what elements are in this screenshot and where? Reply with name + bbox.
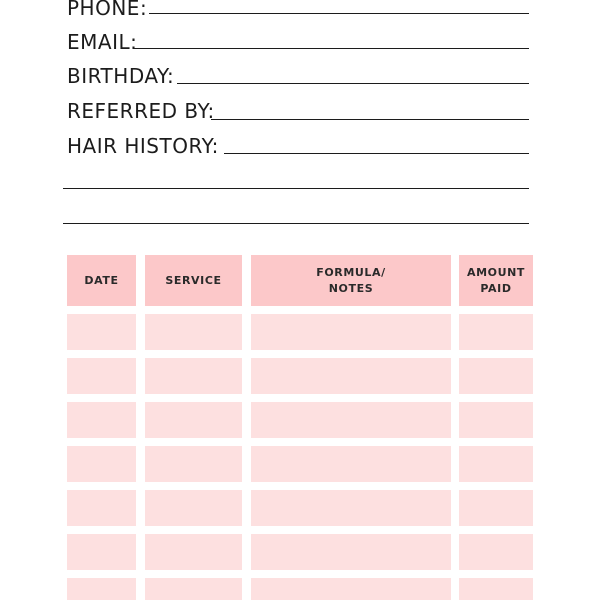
table-cell-date[interactable] xyxy=(67,490,136,526)
phone-field-line[interactable] xyxy=(149,13,529,14)
table-cell-service[interactable] xyxy=(145,314,242,350)
header-formula-notes xyxy=(251,255,451,306)
hair-history-extra-line-2[interactable] xyxy=(63,223,529,224)
table-cell-amount-paid[interactable] xyxy=(459,490,533,526)
table-cell-service[interactable] xyxy=(145,534,242,570)
table-cell-service[interactable] xyxy=(145,358,242,394)
referred-by-label: REFERRED BY: xyxy=(67,99,215,123)
table-cell-date[interactable] xyxy=(67,534,136,570)
table-cell-formula-notes[interactable] xyxy=(251,402,451,438)
table-cell-date[interactable] xyxy=(67,578,136,600)
table-cell-date[interactable] xyxy=(67,358,136,394)
header-formula-notes-text: FORMULA/ NOTES xyxy=(316,265,386,295)
table-cell-amount-paid[interactable] xyxy=(459,402,533,438)
table-cell-amount-paid[interactable] xyxy=(459,446,533,482)
header-amount-paid xyxy=(459,255,533,306)
phone-label: PHONE: xyxy=(67,0,148,20)
header-date xyxy=(67,255,136,306)
email-field-line[interactable] xyxy=(134,48,529,49)
header-amount-paid-text: AMOUNT PAID xyxy=(466,265,526,295)
hair-history-field-line[interactable] xyxy=(224,153,529,154)
birthday-label: BIRTHDAY: xyxy=(67,64,175,88)
hair-history-extra-line-1[interactable] xyxy=(63,188,529,189)
header-date-text: DATE xyxy=(84,273,119,287)
table-cell-service[interactable] xyxy=(145,446,242,482)
table-cell-date[interactable] xyxy=(67,314,136,350)
table-cell-formula-notes[interactable] xyxy=(251,358,451,394)
birthday-field-line[interactable] xyxy=(177,83,529,84)
header-service-text: SERVICE xyxy=(165,273,222,287)
table-cell-formula-notes[interactable] xyxy=(251,314,451,350)
table-cell-amount-paid[interactable] xyxy=(459,534,533,570)
table-cell-formula-notes[interactable] xyxy=(251,578,451,600)
table-cell-service[interactable] xyxy=(145,402,242,438)
table-cell-date[interactable] xyxy=(67,446,136,482)
table-cell-formula-notes[interactable] xyxy=(251,446,451,482)
hair-history-label: HAIR HISTORY: xyxy=(67,134,219,158)
table-cell-amount-paid[interactable] xyxy=(459,358,533,394)
table-cell-date[interactable] xyxy=(67,402,136,438)
header-service xyxy=(145,255,242,306)
referred-by-field-line[interactable] xyxy=(211,119,529,120)
table-cell-amount-paid[interactable] xyxy=(459,578,533,600)
table-cell-service[interactable] xyxy=(145,578,242,600)
table-cell-formula-notes[interactable] xyxy=(251,490,451,526)
email-label: EMAIL: xyxy=(67,30,138,54)
table-cell-service[interactable] xyxy=(145,490,242,526)
table-cell-formula-notes[interactable] xyxy=(251,534,451,570)
table-cell-amount-paid[interactable] xyxy=(459,314,533,350)
